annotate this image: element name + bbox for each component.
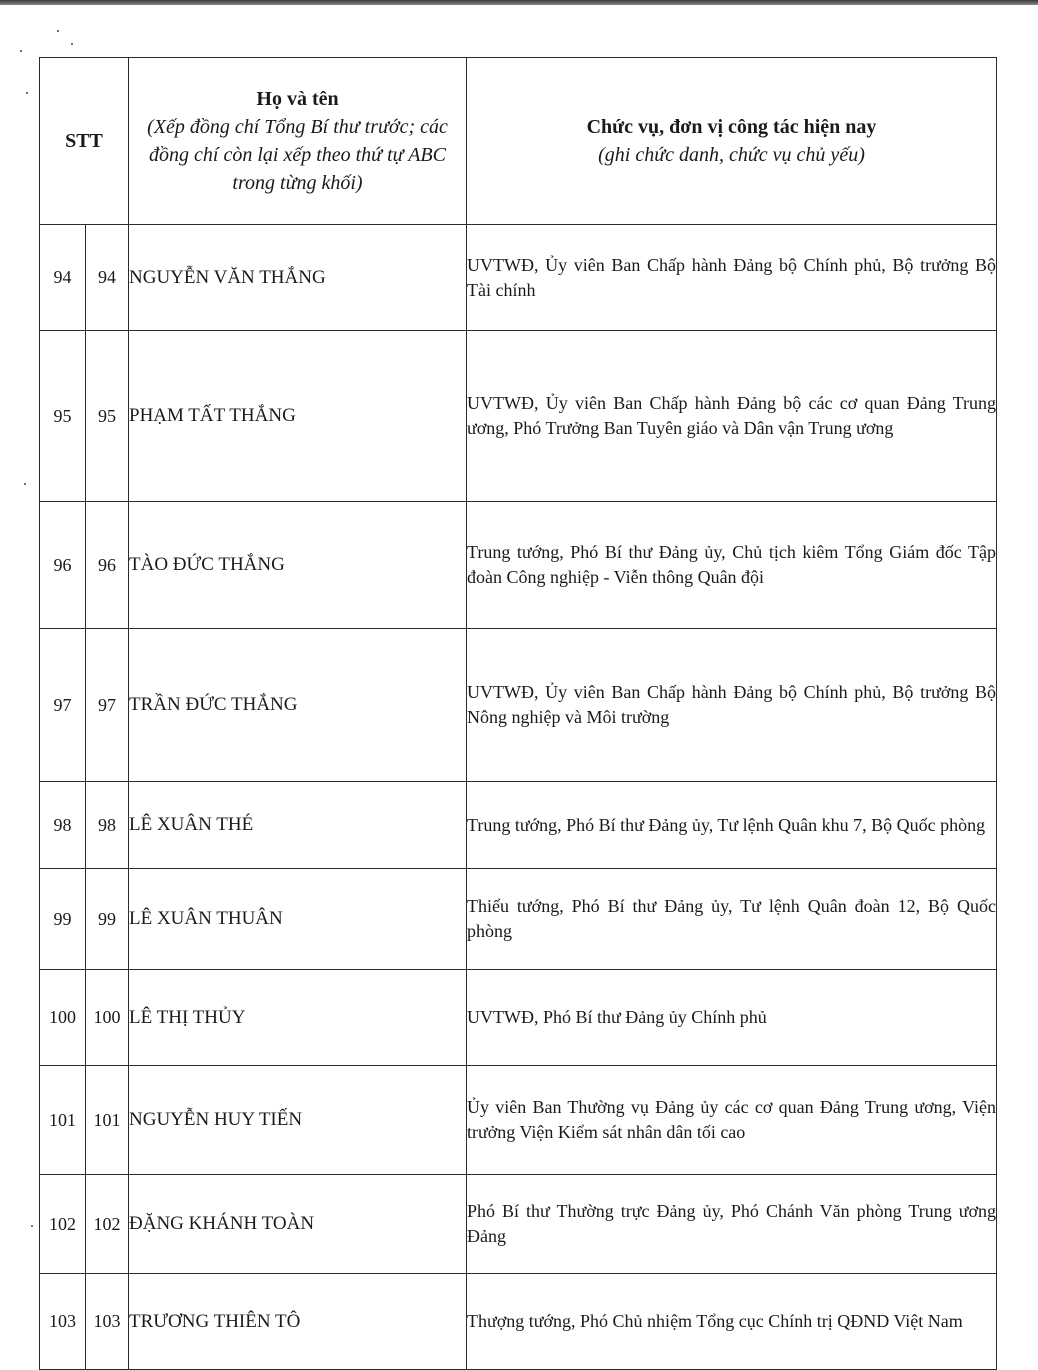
stt-header: STT [40, 58, 129, 225]
scan-speck [20, 50, 22, 52]
position-cell: Thiếu tướng, Phó Bí thư Đảng ủy, Tư lệnh Quân đoàn 12, Bộ Quốc phòng [467, 869, 997, 970]
name-header-title: Họ và tên [256, 88, 339, 110]
name-cell: PHẠM TẤT THẮNG [129, 331, 467, 502]
stt-cell: 97 [40, 629, 86, 782]
name-cell: LÊ XUÂN THÉ [129, 782, 467, 869]
scan-speck [57, 30, 59, 32]
number-cell: 98 [86, 782, 129, 869]
position-cell: UVTWĐ, Ủy viên Ban Chấp hành Đảng bộ Chính phủ, Bộ trưởng Bộ Nông nghiệp và Môi trường [467, 629, 997, 782]
number-cell: 99 [86, 869, 129, 970]
table-row [40, 629, 997, 782]
stt-cell: 101 [40, 1066, 86, 1175]
number-cell: 102 [86, 1175, 129, 1274]
table-row [40, 1066, 997, 1175]
table-header-row [40, 58, 997, 225]
name-header-note: (Xếp đồng chí Tổng Bí thư trước; các đồng chí còn lại xếp theo thứ tự ABC trong từng khối) [147, 116, 448, 194]
position-cell: Trung tướng, Phó Bí thư Đảng ủy, Chủ tịch kiêm Tổng Giám đốc Tập đoàn Công nghiệp - Viễn thông Quân đội [467, 502, 997, 629]
position-cell: Ủy viên Ban Thường vụ Đảng ủy các cơ quan Đảng Trung ương, Viện trưởng Viện Kiểm sát nhân dân tối cao [467, 1066, 997, 1175]
name-cell: TÀO ĐỨC THẮNG [129, 502, 467, 629]
number-cell: 100 [86, 970, 129, 1066]
position-cell: Trung tướng, Phó Bí thư Đảng ủy, Tư lệnh Quân khu 7, Bộ Quốc phòng [467, 782, 997, 869]
number-cell: 94 [86, 225, 129, 331]
name-cell: NGUYỄN HUY TIẾN [129, 1066, 467, 1175]
name-cell: TRƯƠNG THIÊN TÔ [129, 1274, 467, 1370]
name-cell: LÊ THỊ THỦY [129, 970, 467, 1066]
stt-cell: 102 [40, 1175, 86, 1274]
stt-cell: 100 [40, 970, 86, 1066]
position-cell: UVTWĐ, Phó Bí thư Đảng ủy Chính phủ [467, 970, 997, 1066]
table-row [40, 1175, 997, 1274]
name-header [129, 58, 467, 225]
position-header [467, 58, 997, 225]
scan-speck [71, 43, 73, 45]
table-row [40, 502, 997, 629]
scan-speck [24, 483, 26, 485]
table-row [40, 970, 997, 1066]
position-header-note: (ghi chức danh, chức vụ chủ yếu) [598, 144, 865, 166]
name-cell: ĐẶNG KHÁNH TOÀN [129, 1175, 467, 1274]
number-cell: 97 [86, 629, 129, 782]
name-cell: LÊ XUÂN THUÂN [129, 869, 467, 970]
table-row [40, 1274, 997, 1370]
position-cell: Phó Bí thư Thường trực Đảng ủy, Phó Chánh Văn phòng Trung ương Đảng [467, 1175, 997, 1274]
stt-cell: 103 [40, 1274, 86, 1370]
table-row [40, 225, 997, 331]
number-cell: 95 [86, 331, 129, 502]
position-cell: Thượng tướng, Phó Chủ nhiệm Tổng cục Chính trị QĐND Việt Nam [467, 1274, 997, 1370]
stt-cell: 94 [40, 225, 86, 331]
stt-cell: 96 [40, 502, 86, 629]
position-header-title: Chức vụ, đơn vị công tác hiện nay [586, 116, 877, 138]
name-cell: NGUYỄN VĂN THẮNG [129, 225, 467, 331]
table-row [40, 782, 997, 869]
number-cell: 103 [86, 1274, 129, 1370]
position-cell: UVTWĐ, Ủy viên Ban Chấp hành Đảng bộ Chính phủ, Bộ trưởng Bộ Tài chính [467, 225, 997, 331]
stt-cell: 98 [40, 782, 86, 869]
name-cell: TRẦN ĐỨC THẮNG [129, 629, 467, 782]
table-row [40, 869, 997, 970]
table-row [40, 331, 997, 502]
member-table [39, 57, 997, 1370]
scan-speck [31, 1225, 33, 1227]
scan-speck [26, 92, 28, 94]
stt-cell: 99 [40, 869, 86, 970]
scan-top-edge [0, 0, 1038, 5]
stt-cell: 95 [40, 331, 86, 502]
number-cell: 96 [86, 502, 129, 629]
position-cell: UVTWĐ, Ủy viên Ban Chấp hành Đảng bộ các cơ quan Đảng Trung ương, Phó Trưởng Ban Tuyên giáo và Dân vận Trung ương [467, 331, 997, 502]
number-cell: 101 [86, 1066, 129, 1175]
